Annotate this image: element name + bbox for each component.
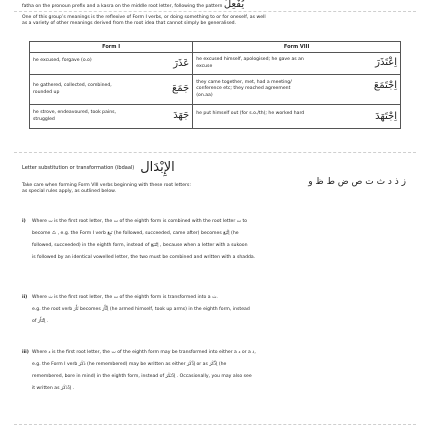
section-title-arabic: الإِبْدَال (140, 160, 175, 175)
form-i-cell: he excused, forgave (o.o) عَذَرَ (30, 53, 193, 75)
intro-line-1: fatha on the pronoun prefix and a kasra on the middle root letter, following the pattern يُفْعِلُ (22, 0, 245, 10)
root-letters-arabic: ز ذ د ث ت ص ض ط ظ و (308, 177, 406, 187)
root-letters-paragraph (22, 177, 406, 195)
rule-item (22, 350, 406, 398)
divider (14, 152, 416, 153)
form-viii-cell: they came together, met, had a meeting/ conference etc; they reached agreement (on.aa) اِجْتَمَعَ (193, 75, 401, 105)
root-letters-note: as special rules apply, as outlined below. (22, 189, 116, 195)
section-heading (22, 160, 175, 175)
intro-paragraph (22, 0, 406, 10)
form-i-cell: he gathered, collected, combined, rounded up جَمَعَ (30, 75, 193, 105)
header-form-viii: Form VIII (193, 42, 401, 53)
rule-line: followed, succeeded) in the eighth form, instead of اِتْتَبَعَ , because when a letter with a sukoon (32, 243, 248, 248)
rule-number: i) (22, 219, 26, 224)
form-viii-cell: he excused himself, apologised; he gave as an excuse اِعْتَذَرَ (193, 53, 401, 75)
table-header-row (30, 42, 401, 53)
rule-line: it written as اِذْذَكَرَ . (32, 386, 74, 391)
rule-line: e.g. the root verb ثَأَرَ becomes اِثَّأَرَ (he armed himself, took up arms) in the eighth form, instead (32, 307, 250, 312)
forms-comparison-table (29, 41, 401, 129)
rule-line: remembered, bore in mind) in the eighth form, instead of اِذْتَكَرَ . Occasionally, you may also see (32, 374, 252, 379)
rule-number: ii) (22, 295, 28, 300)
meaning-line-1: One of this group’s meanings is the reflexive of Form I verbs, or doing something to or for oneself, as well (22, 15, 266, 20)
divider (14, 11, 416, 12)
pattern-arabic: يُفْعِلُ (223, 0, 245, 10)
rule-line: Where ت is the first root letter, the ت of the eighth form is combined with the root letter ت to (32, 219, 248, 224)
root-letters-intro: Take care when forming Form VIII verbs beginning with these root letters: (22, 183, 191, 188)
meaning-line-2: as a variety of other meanings derived from the root idea that cannot simply be generalised. (22, 21, 237, 27)
table-row (30, 75, 401, 105)
form-viii-cell: he put himself out (for s.o./th); he worked hard اِجْتَهَدَ (193, 105, 401, 129)
rule-item (22, 295, 406, 331)
divider (14, 424, 416, 425)
rule-item (22, 219, 406, 267)
meaning-paragraph (22, 15, 406, 27)
rule-line: Where ث is the first root letter, the ت of the eighth form is transformed into a ث. (32, 295, 218, 300)
rule-line: of اِثْتَأَرَ . (32, 319, 49, 324)
section-title-english: Letter substitution or transformation (ibdaal) (22, 164, 135, 171)
header-form-i: Form I (30, 42, 193, 53)
rule-line: is followed by an identical vowelled letter, the two must be combined and written with a shadda. (32, 255, 256, 260)
form-i-cell: he strove, endeavoured, took pains, struggled جَهَدَ (30, 105, 193, 129)
table-row (30, 105, 401, 129)
table-row (30, 53, 401, 75)
rule-line: become تّ , e.g. the Form I verb تَبِعَ (he followed, succeeded, came after) becomes اِتَّبَعَ (he (32, 231, 239, 236)
rule-number: iii) (22, 350, 29, 355)
rule-line: e.g. the Form I verb ذَكَرَ (he remembered) may be written as either اِدَّكَرَ or as اِذَّكَرَ (he (32, 362, 227, 367)
rule-line: Where د is the first root letter, the ت of the eighth form may be transformed into either a د or a ذ, (32, 350, 256, 355)
